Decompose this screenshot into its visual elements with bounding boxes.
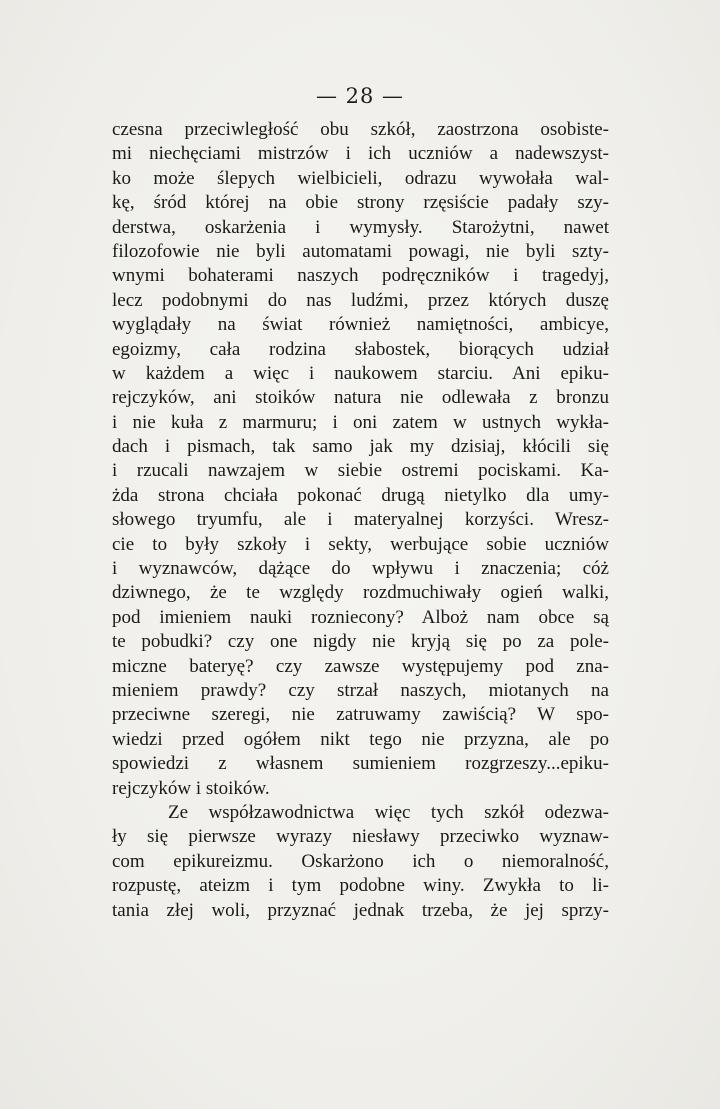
text-line: pod imieniem nauki rozniecony? Alboż nam obce są [112,606,609,628]
paragraph-1 [112,118,609,801]
text-line: w każdem a więc i naukowem starciu. Ani epiku- [112,362,609,384]
text-line: żda strona chciała pokonać drugą nietylko dla umy- [112,484,609,506]
text-line: słowego tryumfu, ale i materyalnej korzyści. Wresz- [112,509,609,531]
text-line: mi niechęciami mistrzów i ich uczniów a nadewszyst- [112,143,609,165]
paragraph-2 [112,801,609,923]
text-line: te pobudki? czy one nigdy nie kryją się po za pole- [112,631,609,653]
text-line: wnymi bohaterami naszych podręczników i tragedyj, [112,265,609,287]
text-line: cie to były szkoły i sekty, werbujące sobie uczniów [112,533,609,555]
text-line: Ze współzawodnictwa więc tych szkół odezwa- [168,801,609,823]
text-line: ły się pierwsze wyrazy niesławy przeciwko wyznaw- [112,826,609,848]
text-line: i rzucali nawzajem w siebie ostremi pociskami. Ka- [112,460,609,482]
text-line: i nie kuła z marmuru; i oni zatem w ustnych wykła- [112,411,609,433]
text-line: filozofowie nie byli automatami powagi, nie byli szty- [112,240,609,262]
text-line: wyglądały na świat również namiętności, ambicye, [112,314,609,336]
text-line: dziwnego, że te względy rozdmuchiwały ogień walki, [112,582,609,604]
text-line: mieniem prawdy? czy strzał naszych, miotanych na [112,679,609,701]
text-line: rejczyków, ani stoików natura nie odlewała z bronzu [112,387,609,409]
text-line: miczne bateryę? czy zawsze występujemy pod zna- [112,655,609,677]
body-text [112,118,609,923]
text-line: tania złej woli, przyznać jednak trzeba, że jej sprzy- [112,899,609,921]
text-line: spowiedzi z własnem sumieniem rozgrzeszy...epiku- [112,753,609,775]
text-line: ko może ślepych wielbicieli, odrazu wywołała wal- [112,167,609,189]
text-line: wiedzi przed ogółem nikt tego nie przyzna, ale po [112,728,609,750]
text-line: lecz podobnymi do nas ludźmi, przez których duszę [112,289,609,311]
text-line: i wyznawców, dążące do wpływu i znaczenia; cóż [112,558,609,580]
page-number: — 28 — [315,84,405,108]
text-line: czesna przeciwległość obu szkół, zaostrzona osobiste- [112,119,609,140]
text-line: derstwa, oskarżenia i wymysły. Starożytni, nawet [112,216,609,238]
text-line: przeciwne szeregi, nie zatruwamy zawiścią? W spo- [112,704,609,726]
text-line: rejczyków i stoików. [112,777,270,799]
text-line: kę, śród której na obie strony rzęsiście padały szy- [112,192,609,214]
text-line: com epikureizmu. Oskarżono ich o niemoralność, [112,850,609,872]
text-line: rozpustę, ateizm i tym podobne winy. Zwykła to li- [112,875,609,897]
text-line: dach i pismach, tak samo jak my dzisiaj, kłócili się [112,436,609,458]
text-line: egoizmy, cała rodzina słabostek, biorących udział [112,338,609,360]
